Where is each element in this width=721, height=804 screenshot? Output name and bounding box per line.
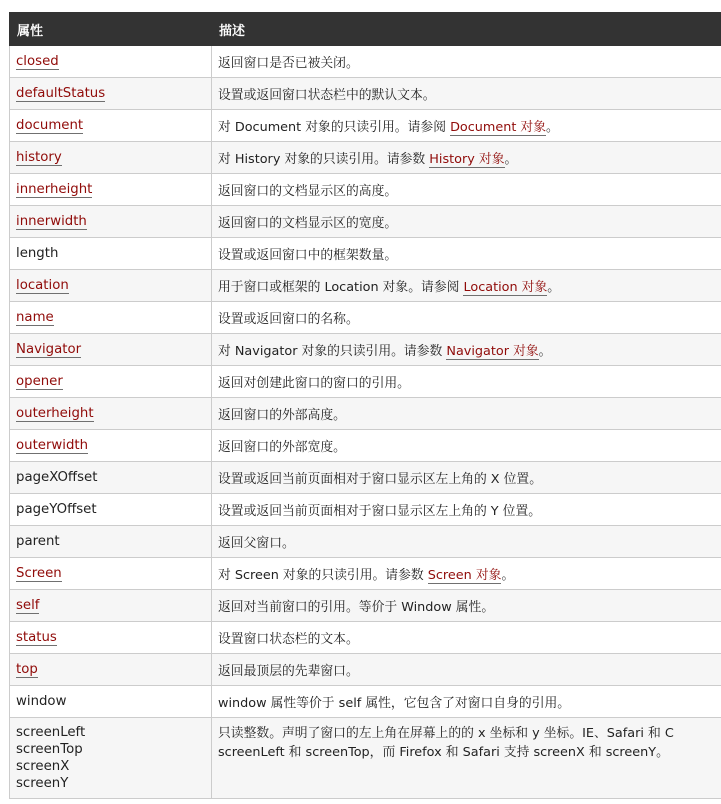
table-row — [10, 78, 721, 110]
property-description-cell — [212, 366, 721, 398]
property-name-cell — [10, 462, 212, 494]
property-name-cell — [10, 174, 212, 206]
property-name-cell — [10, 590, 212, 622]
property-name-cell — [10, 654, 212, 686]
column-header-property: 属性 — [10, 13, 212, 46]
table-row — [10, 622, 721, 654]
table-row — [10, 110, 721, 142]
description-text: 。 — [547, 279, 561, 295]
property-link-outerheight[interactable]: outerheight — [16, 405, 94, 421]
description-text: 返回窗口是否已被关闭。 — [218, 56, 359, 71]
property-link-navigator[interactable]: Navigator — [16, 341, 82, 357]
property-description-cell — [212, 558, 721, 590]
description-text: 对 Navigator 对象的只读引用。请参数 — [218, 343, 447, 359]
description-text: 返回窗口的外部高度。 — [218, 408, 346, 423]
property-description-cell — [212, 622, 721, 654]
table-row — [10, 430, 721, 462]
object-reference-link[interactable]: Screen 对象 — [427, 567, 502, 583]
window-properties-table-container — [9, 12, 721, 799]
property-name-cell — [10, 526, 212, 558]
table-row — [10, 462, 721, 494]
window-properties-table — [9, 12, 721, 799]
property-name-cell — [10, 302, 212, 334]
table-row — [10, 654, 721, 686]
table-row — [10, 206, 721, 238]
property-description-cell — [212, 718, 721, 799]
property-name-cell — [10, 686, 212, 718]
table-row — [10, 526, 721, 558]
object-reference-link[interactable]: Navigator 对象 — [446, 343, 539, 359]
description-text: screenLeft 和 screenTop，而 Firefox 和 Safari 支持 screenX 和 screenY。 — [218, 745, 669, 760]
table-row — [10, 494, 721, 526]
object-reference-link[interactable]: History 对象 — [429, 151, 505, 167]
table-row — [10, 142, 721, 174]
property-description-cell — [212, 78, 721, 110]
property-name-cell — [10, 430, 212, 462]
property-link-history[interactable]: history — [16, 149, 62, 165]
description-text: 返回对创建此窗口的窗口的引用。 — [218, 376, 410, 391]
table-row — [10, 174, 721, 206]
description-text: 返回对当前窗口的引用。等价于 Window 属性。 — [218, 600, 495, 615]
description-text: 设置窗口状态栏的文本。 — [218, 632, 359, 647]
property-description-cell — [212, 110, 721, 142]
property-name-parent: parent — [16, 534, 60, 549]
description-text: 设置或返回窗口的名称。 — [218, 312, 359, 327]
description-text: 对 History 对象的只读引用。请参数 — [218, 151, 430, 167]
property-name-screeny: screenY — [16, 776, 69, 791]
description-text: 对 Screen 对象的只读引用。请参数 — [218, 567, 428, 583]
table-body — [10, 46, 721, 799]
property-name-cell — [10, 718, 212, 799]
description-text: 返回窗口的文档显示区的高度。 — [218, 184, 398, 199]
property-link-self[interactable]: self — [16, 597, 40, 613]
property-name-pageyoffset: pageYOffset — [16, 502, 97, 517]
property-name-cell — [10, 206, 212, 238]
description-text: 设置或返回窗口中的框架数量。 — [218, 248, 398, 263]
property-link-screen[interactable]: Screen — [16, 565, 62, 581]
property-link-defaultstatus[interactable]: defaultStatus — [16, 85, 106, 101]
table-row — [10, 398, 721, 430]
description-text: 设置或返回当前页面相对于窗口显示区左上角的 X 位置。 — [218, 472, 543, 487]
description-text: 返回最顶层的先辈窗口。 — [218, 664, 359, 679]
property-name-screenleft: screenLeft — [16, 725, 86, 740]
property-name-screentop: screenTop — [16, 742, 83, 757]
description-text: 只读整数。声明了窗口的左上角在屏幕上的的 x 坐标和 y 坐标。IE、Safari 和 C — [218, 726, 674, 741]
property-link-location[interactable]: location — [16, 277, 69, 293]
property-description-cell — [212, 206, 721, 238]
description-text: 对 Document 对象的只读引用。请参阅 — [218, 119, 451, 135]
property-description-cell — [212, 398, 721, 430]
table-row — [10, 334, 721, 366]
property-name-pagexoffset: pageXOffset — [16, 470, 98, 485]
table-row — [10, 270, 721, 302]
property-description-cell — [212, 174, 721, 206]
property-link-top[interactable]: top — [16, 661, 38, 677]
table-header-row — [10, 13, 721, 46]
table-row — [10, 46, 721, 78]
property-link-innerwidth[interactable]: innerwidth — [16, 213, 87, 229]
property-description-cell — [212, 526, 721, 558]
table-row — [10, 558, 721, 590]
column-header-description: 描述 — [212, 13, 721, 46]
property-link-opener[interactable]: opener — [16, 373, 63, 389]
property-description-cell — [212, 334, 721, 366]
table-row — [10, 686, 721, 718]
table-row — [10, 590, 721, 622]
object-reference-link[interactable]: Location 对象 — [463, 279, 548, 295]
property-description-cell — [212, 654, 721, 686]
property-name-cell — [10, 78, 212, 110]
object-reference-link[interactable]: Document 对象 — [450, 119, 547, 135]
property-name-cell — [10, 110, 212, 142]
table-row — [10, 302, 721, 334]
property-description-cell — [212, 590, 721, 622]
property-name-cell — [10, 238, 212, 270]
description-text: 。 — [504, 151, 518, 167]
property-link-outerwidth[interactable]: outerwidth — [16, 437, 89, 453]
table-row — [10, 238, 721, 270]
description-text: 设置或返回当前页面相对于窗口显示区左上角的 Y 位置。 — [218, 504, 542, 519]
property-name-cell — [10, 366, 212, 398]
property-description-cell — [212, 462, 721, 494]
property-link-name[interactable]: name — [16, 309, 54, 325]
table-row — [10, 366, 721, 398]
property-link-document[interactable]: document — [16, 117, 84, 133]
property-name-length: length — [16, 246, 59, 261]
property-description-cell — [212, 302, 721, 334]
property-name-cell — [10, 494, 212, 526]
description-text: 返回窗口的文档显示区的宽度。 — [218, 216, 398, 231]
property-name-cell — [10, 142, 212, 174]
description-text: 。 — [538, 343, 552, 359]
property-description-cell — [212, 686, 721, 718]
property-name-cell — [10, 46, 212, 78]
description-text: window 属性等价于 self 属性，它包含了对窗口自身的引用。 — [218, 696, 571, 711]
property-name-cell — [10, 558, 212, 590]
property-name-cell — [10, 622, 212, 654]
property-description-cell — [212, 270, 721, 302]
property-description-cell — [212, 46, 721, 78]
description-text: 返回父窗口。 — [218, 536, 295, 551]
property-name-cell — [10, 398, 212, 430]
property-name-window: window — [16, 694, 67, 709]
description-text: 设置或返回窗口状态栏中的默认文本。 — [218, 88, 436, 103]
property-link-innerheight[interactable]: innerheight — [16, 181, 93, 197]
description-text: 用于窗口或框架的 Location 对象。请参阅 — [218, 279, 464, 295]
property-description-cell — [212, 494, 721, 526]
description-text: 。 — [546, 119, 559, 135]
description-text: 。 — [501, 567, 515, 583]
property-description-cell — [212, 238, 721, 270]
property-name-cell — [10, 334, 212, 366]
property-description-cell — [212, 142, 721, 174]
property-link-status[interactable]: status — [16, 629, 57, 645]
property-name-screenx: screenX — [16, 759, 70, 774]
property-name-cell — [10, 270, 212, 302]
description-text: 返回窗口的外部宽度。 — [218, 440, 346, 455]
table-row — [10, 718, 721, 799]
property-description-cell — [212, 430, 721, 462]
property-link-closed[interactable]: closed — [16, 53, 59, 69]
